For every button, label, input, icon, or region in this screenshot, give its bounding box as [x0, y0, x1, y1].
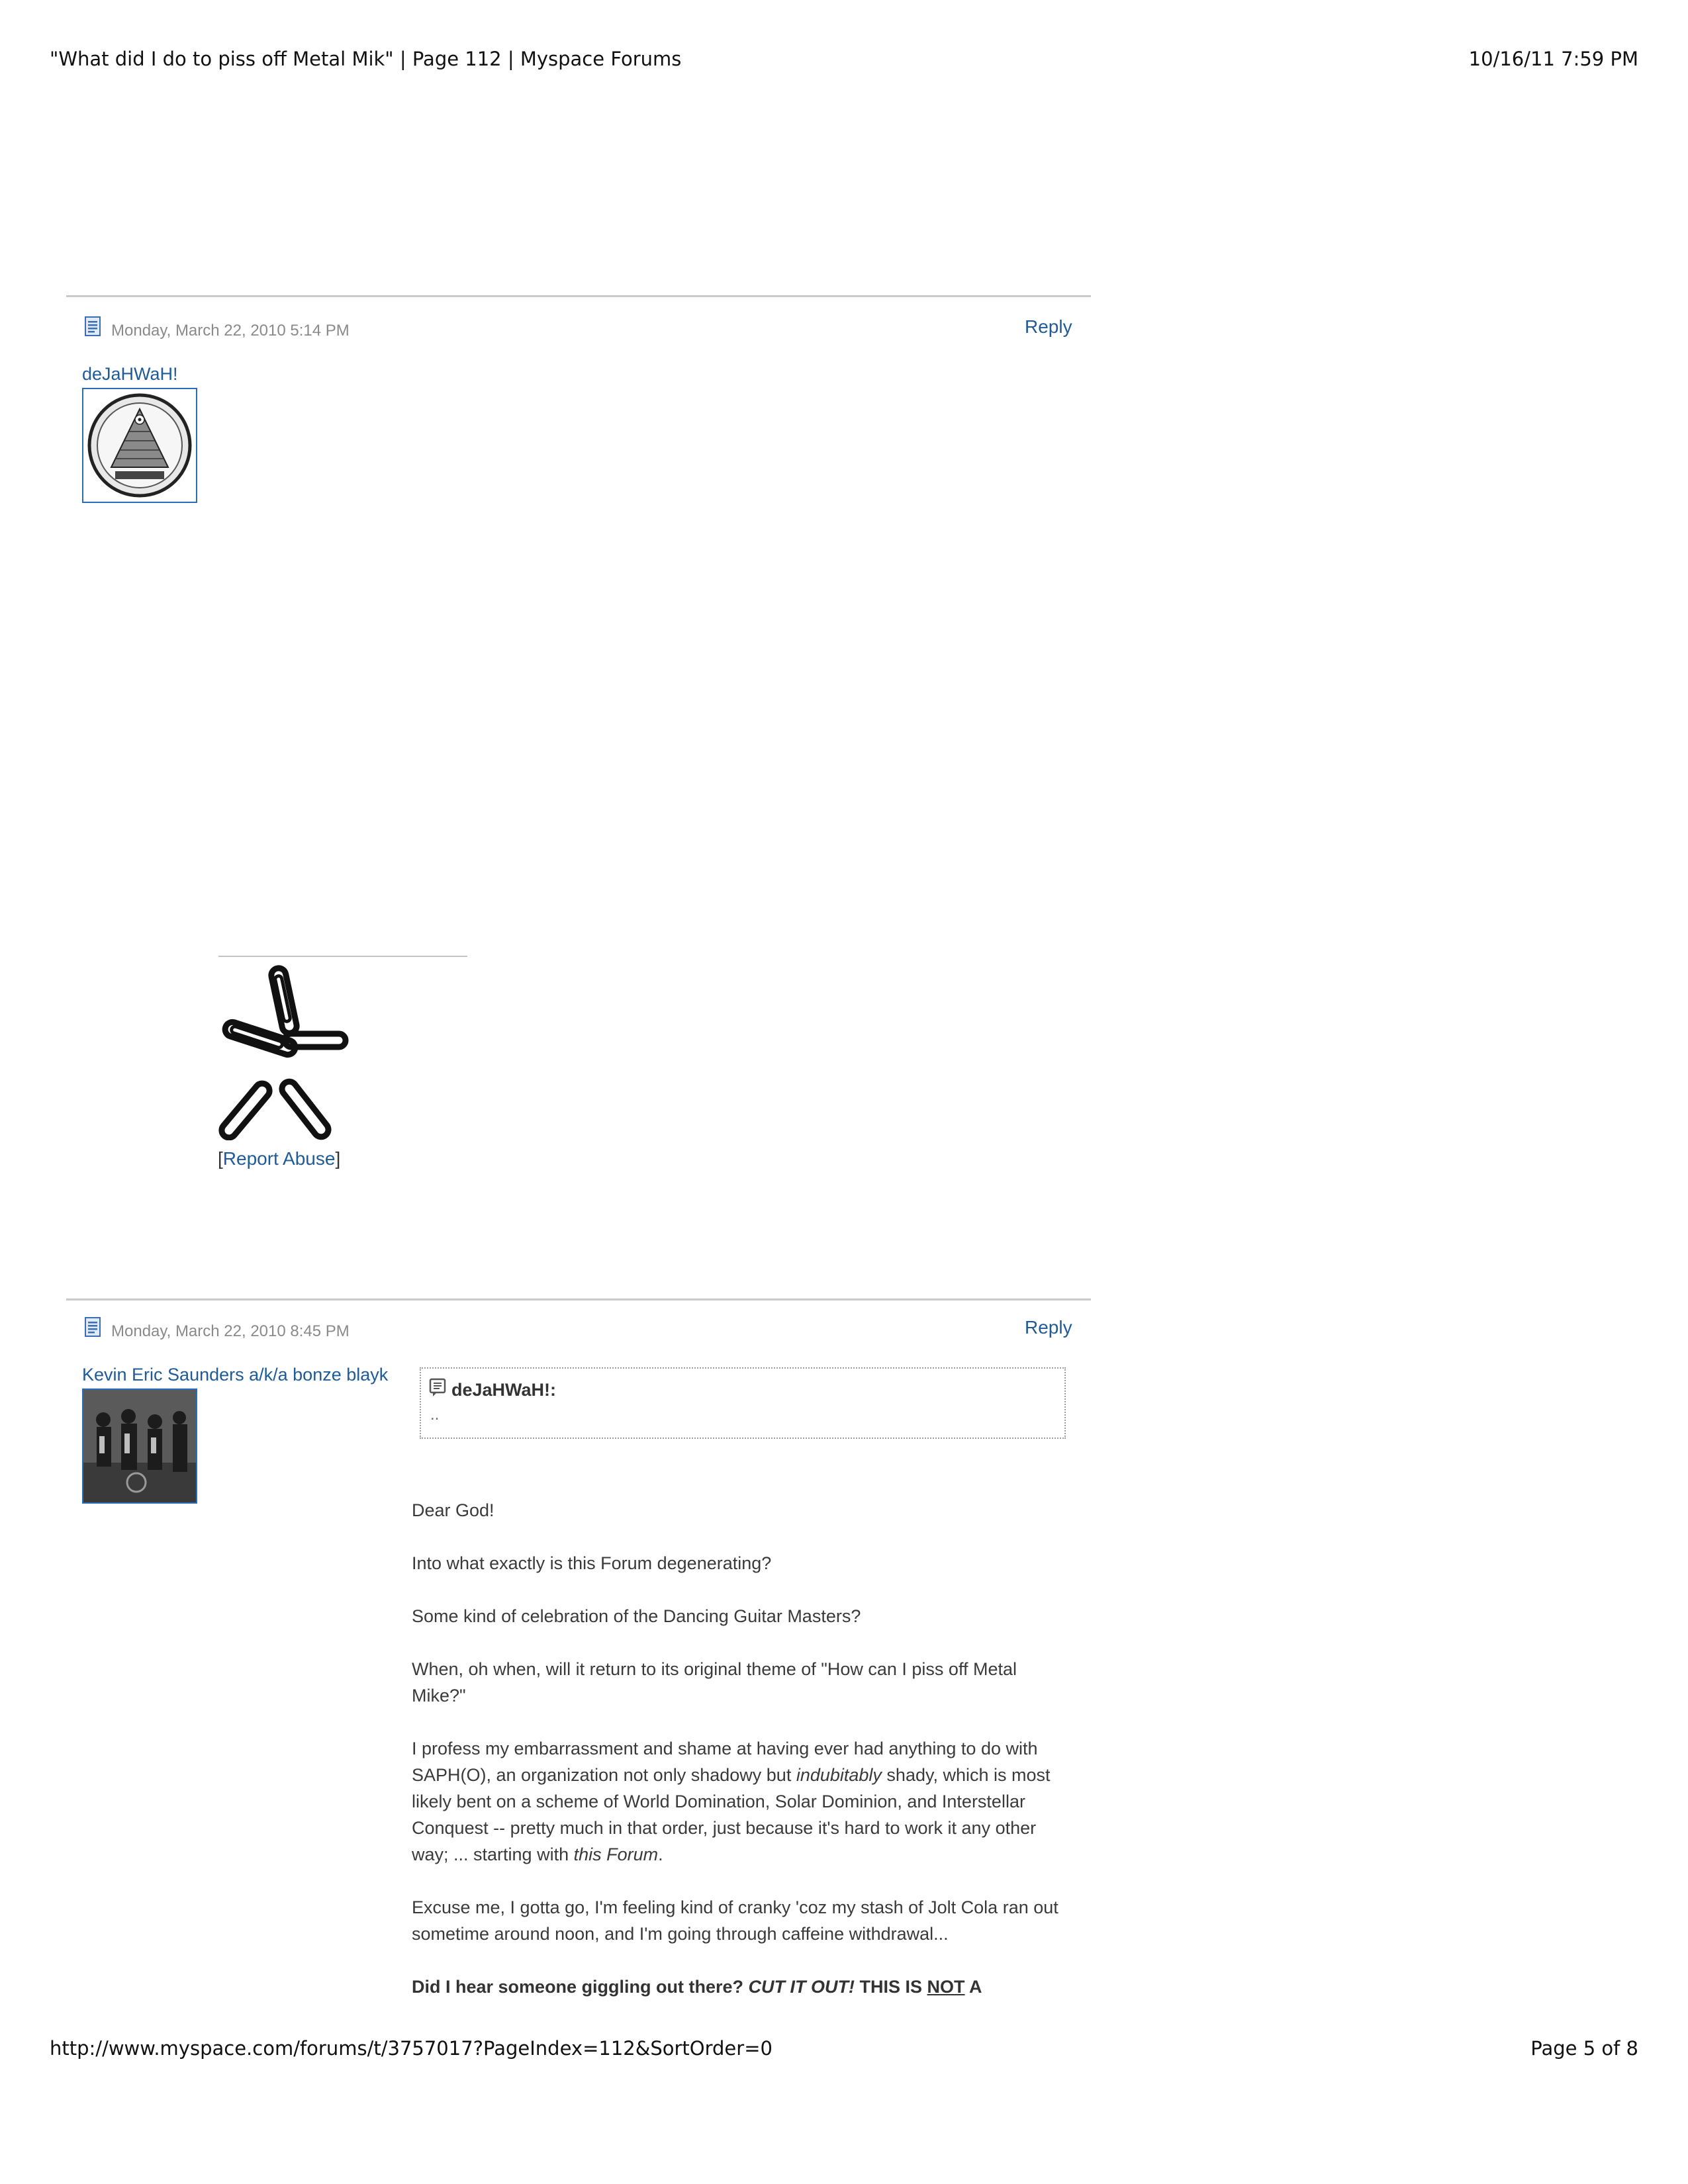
body-paragraph — [412, 1735, 1074, 1868]
report-abuse-bracket-close: ] — [335, 1148, 341, 1169]
body-emphasis: this Forum — [573, 1844, 659, 1864]
report-abuse-link[interactable]: Report Abuse — [222, 1148, 336, 1169]
print-datetime: 10/16/11 7:59 PM — [1468, 48, 1638, 70]
body-text: THIS IS — [855, 1977, 927, 1997]
reply-button[interactable]: Reply — [1025, 316, 1072, 337]
band-photo-avatar-icon — [83, 1390, 196, 1502]
paperclips-signature-icon — [218, 965, 351, 1140]
body-paragraph: Dear God! — [412, 1500, 494, 1520]
body-emphasis: CUT IT OUT! — [748, 1977, 855, 1997]
body-paragraph: Excuse me, I gotta go, I'm feeling kind of cranky 'coz my stash of Jolt Cola ran out sometime around noon, and I'm going through caffeine withdrawal... — [412, 1897, 1058, 1944]
body-paragraph: When, oh when, will it return to its original theme of "How can I piss off Metal Mike?" — [412, 1659, 1017, 1706]
quote-author: deJaHWaH!: — [451, 1380, 557, 1400]
quote-icon — [429, 1378, 446, 1398]
post-body — [412, 1497, 1074, 2000]
quote-box — [420, 1367, 1066, 1439]
body-underline: NOT — [927, 1977, 965, 1997]
body-text: A — [964, 1977, 982, 1997]
body-paragraph: Into what exactly is this Forum degenerating? — [412, 1553, 772, 1573]
body-paragraph-bold — [412, 1974, 1074, 2000]
quote-text: .. — [430, 1406, 440, 1424]
body-text: . — [658, 1844, 663, 1864]
avatar[interactable] — [82, 1388, 197, 1504]
report-abuse — [218, 1148, 340, 1169]
body-text: I profess my embarrassment and shame at having ever had anything to do with SAPH(O), an organization not only shadowy but — [412, 1739, 1038, 1785]
pyramid-seal-avatar-icon — [83, 389, 196, 502]
page-title: "What did I do to piss off Metal Mik" | Page 112 | Myspace Forums — [50, 48, 682, 70]
signature-divider — [218, 956, 467, 957]
page-url: http://www.myspace.com/forums/t/3757017?PageIndex=112&SortOrder=0 — [50, 2037, 773, 2060]
body-paragraph: Some kind of celebration of the Dancing Guitar Masters? — [412, 1606, 861, 1626]
body-text: Did I hear someone giggling out there? — [412, 1977, 749, 1997]
post-document-icon — [85, 1317, 101, 1337]
post-document-icon — [85, 316, 101, 336]
author-link[interactable]: deJaHWaH! — [82, 364, 178, 384]
body-text: shady, which is most likely bent on a scheme of World Domination, Solar Dominion, and Interstellar Conquest -- pretty much in that order, just because it's hard to work it any other way; ... starting with — [412, 1765, 1051, 1864]
author-link[interactable]: Kevin Eric Saunders a/k/a bonze blayk — [82, 1365, 389, 1385]
avatar[interactable] — [82, 388, 197, 503]
post-separator — [66, 1298, 1091, 1300]
body-emphasis: indubitably — [796, 1765, 882, 1785]
report-abuse-bracket-open: [ — [218, 1148, 223, 1169]
page-number: Page 5 of 8 — [1530, 2037, 1638, 2060]
post-date: Monday, March 22, 2010 5:14 PM — [111, 322, 350, 340]
reply-button[interactable]: Reply — [1025, 1317, 1072, 1338]
post-separator — [66, 295, 1091, 297]
post-date: Monday, March 22, 2010 8:45 PM — [111, 1322, 350, 1340]
